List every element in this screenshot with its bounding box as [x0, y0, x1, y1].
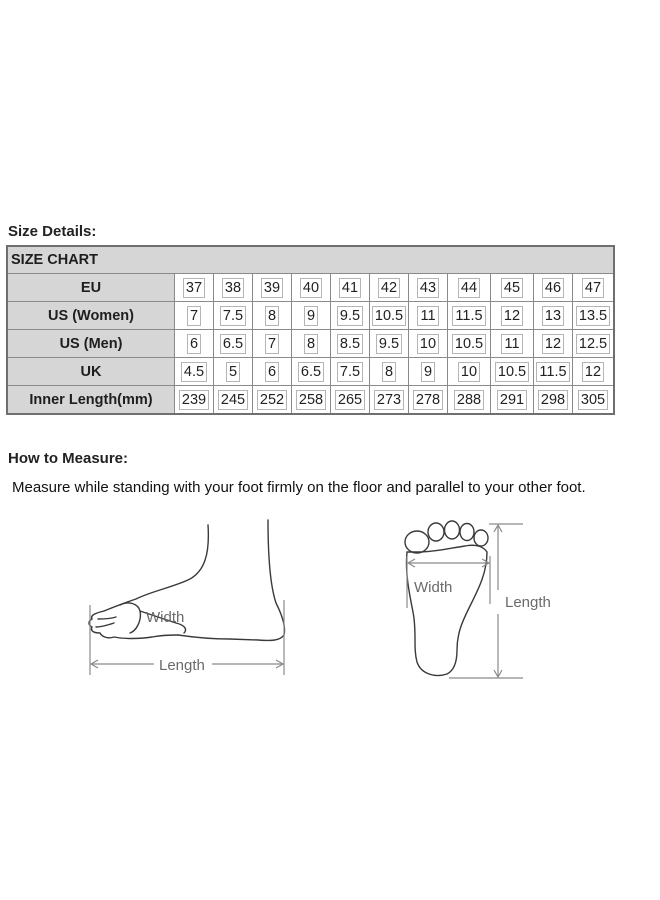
size-chart-title-row [7, 246, 614, 274]
size-chart-cell [534, 386, 573, 415]
size-chart-cell-value: 46 [542, 278, 564, 298]
size-chart-cell [573, 330, 615, 358]
size-chart-cell-value: 10 [458, 362, 480, 382]
size-chart-cell-value: 11.5 [536, 362, 569, 382]
size-chart-cell-value: 43 [417, 278, 439, 298]
size-chart-cell-value: 38 [222, 278, 244, 298]
how-to-measure-heading: How to Measure: [8, 450, 129, 467]
side-foot-instep-outline [104, 525, 208, 611]
size-chart-cell-value: 6 [187, 334, 201, 354]
size-chart-cell-value: 42 [378, 278, 400, 298]
size-chart-cell [175, 274, 214, 302]
size-chart-cell [253, 274, 292, 302]
size-chart-cell-value: 6.5 [298, 362, 324, 382]
size-chart-cell [175, 302, 214, 330]
size-chart-cell [448, 274, 491, 302]
size-details-heading: Size Details: [8, 223, 97, 240]
size-chart-cell [253, 386, 292, 415]
size-chart-cell [573, 386, 615, 415]
size-chart-cell [331, 330, 370, 358]
size-chart-cell-value: 45 [501, 278, 523, 298]
size-chart-cell [573, 274, 615, 302]
size-chart-cell [292, 274, 331, 302]
size-chart-cell [292, 358, 331, 386]
side-view-length-label: Length [159, 657, 205, 674]
size-chart-cell-value: 258 [296, 390, 326, 410]
size-chart-cell [214, 358, 253, 386]
size-chart-cell [331, 386, 370, 415]
size-chart-cell-value: 12 [542, 334, 564, 354]
size-chart-cell-value: 6.5 [220, 334, 246, 354]
size-chart-cell [370, 330, 409, 358]
size-chart-cell-value: 7.5 [337, 362, 363, 382]
size-chart-table [6, 245, 615, 415]
side-foot-heel-outline [178, 520, 285, 640]
size-chart-cell-value: 12.5 [576, 334, 610, 354]
size-chart-cell [331, 302, 370, 330]
size-chart-cell-value: 9 [421, 362, 435, 382]
size-chart-row-label: US (Women) [7, 302, 175, 330]
size-chart-cell-value: 11.5 [452, 306, 485, 326]
size-chart-cell [573, 302, 615, 330]
size-chart-cell-value: 10.5 [372, 306, 406, 326]
size-chart-cell [253, 358, 292, 386]
size-chart-cell [292, 302, 331, 330]
sole-outline [406, 545, 487, 675]
size-chart-cell-value: 10.5 [495, 362, 529, 382]
size-chart-cell [534, 330, 573, 358]
size-chart-cell [491, 330, 534, 358]
size-chart-cell-value: 12 [582, 362, 604, 382]
size-chart-cell [448, 302, 491, 330]
size-chart-cell [448, 358, 491, 386]
size-chart-row [7, 274, 614, 302]
size-chart-cell-value: 288 [454, 390, 484, 410]
size-chart-cell-value: 8 [382, 362, 396, 382]
size-chart-cell-value: 239 [179, 390, 209, 410]
size-chart-cell-value: 44 [458, 278, 480, 298]
size-chart-cell [491, 358, 534, 386]
sole-foot-illustration [395, 512, 565, 687]
size-chart-cell [370, 386, 409, 415]
size-chart-cell-value: 305 [578, 390, 608, 410]
toe-3 [445, 521, 460, 539]
size-chart-cell [370, 358, 409, 386]
size-chart-cell-value: 278 [413, 390, 443, 410]
size-chart-cell-value: 11 [501, 334, 522, 354]
size-chart-cell-value: 245 [218, 390, 248, 410]
measure-instructions: Measure while standing with your foot firmly on the floor and parallel to your other foot. [12, 479, 586, 496]
size-chart-cell-value: 39 [261, 278, 283, 298]
size-chart-cell-value: 8.5 [337, 334, 363, 354]
size-chart-cell [491, 302, 534, 330]
size-chart-cell-value: 11 [417, 306, 438, 326]
size-chart-cell-value: 265 [335, 390, 365, 410]
size-chart-cell [175, 330, 214, 358]
size-chart-cell-value: 252 [257, 390, 287, 410]
size-chart-cell [448, 386, 491, 415]
size-chart-cell-value: 37 [183, 278, 205, 298]
size-chart-cell-value: 9.5 [337, 306, 363, 326]
size-chart-row [7, 330, 614, 358]
size-chart-cell-value: 273 [374, 390, 404, 410]
size-chart-cell [491, 274, 534, 302]
side-foot-illustration [80, 515, 300, 685]
size-chart-cell [409, 386, 448, 415]
size-chart-cell [534, 358, 573, 386]
size-chart-title: SIZE CHART [7, 246, 614, 274]
size-chart-cell [491, 386, 534, 415]
size-chart-cell-value: 5 [226, 362, 240, 382]
size-chart-cell [175, 386, 214, 415]
size-chart-cell-value: 7 [187, 306, 201, 326]
size-chart-cell [370, 302, 409, 330]
size-chart-cell [214, 386, 253, 415]
size-chart-cell-value: 9 [304, 306, 318, 326]
size-chart-cell [573, 358, 615, 386]
size-chart-cell-value: 291 [497, 390, 527, 410]
toe-2 [428, 523, 444, 541]
size-chart-cell [409, 330, 448, 358]
size-chart-row-label: US (Men) [7, 330, 175, 358]
size-chart-cell [253, 302, 292, 330]
size-chart-cell-value: 6 [265, 362, 279, 382]
size-chart-row-label: EU [7, 274, 175, 302]
size-chart-cell-value: 13.5 [576, 306, 610, 326]
size-chart-cell-value: 9.5 [376, 334, 402, 354]
size-chart-cell-value: 8 [265, 306, 279, 326]
size-chart-cell [292, 330, 331, 358]
size-chart-cell [409, 302, 448, 330]
size-chart-cell [534, 302, 573, 330]
size-chart-cell [214, 302, 253, 330]
size-chart-cell-value: 13 [542, 306, 564, 326]
size-chart-cell [331, 358, 370, 386]
size-chart-row [7, 358, 614, 386]
size-chart-cell [409, 358, 448, 386]
size-chart-cell-value: 12 [501, 306, 523, 326]
size-chart-cell-value: 7 [265, 334, 279, 354]
size-chart-cell [253, 330, 292, 358]
size-chart-cell [292, 386, 331, 415]
size-chart-row [7, 386, 614, 415]
toe-5 [474, 530, 488, 546]
size-chart-cell [534, 274, 573, 302]
size-chart-row-label: UK [7, 358, 175, 386]
size-chart-cell-value: 8 [304, 334, 318, 354]
side-view-width-label: Width [146, 609, 185, 626]
size-chart-cell [448, 330, 491, 358]
size-chart-cell-value: 10.5 [452, 334, 486, 354]
size-chart-cell-value: 41 [339, 278, 361, 298]
size-chart-cell [331, 274, 370, 302]
size-chart-cell [214, 274, 253, 302]
size-chart-row [7, 302, 614, 330]
big-toe [405, 531, 429, 553]
size-chart-cell [370, 274, 409, 302]
size-chart-cell [214, 330, 253, 358]
size-chart-cell [409, 274, 448, 302]
size-chart-cell-value: 7.5 [220, 306, 246, 326]
size-chart-cell-value: 40 [300, 278, 322, 298]
size-chart-cell-value: 298 [538, 390, 568, 410]
size-chart-cell-value: 47 [582, 278, 604, 298]
size-chart-cell-value: 4.5 [181, 362, 207, 382]
size-chart-cell [175, 358, 214, 386]
size-chart-cell-value: 10 [417, 334, 439, 354]
toe-4 [460, 524, 474, 541]
size-chart-row-label: Inner Length(mm) [7, 386, 175, 415]
sole-view-width-label: Width [414, 579, 453, 596]
sole-view-length-label: Length [505, 594, 551, 611]
